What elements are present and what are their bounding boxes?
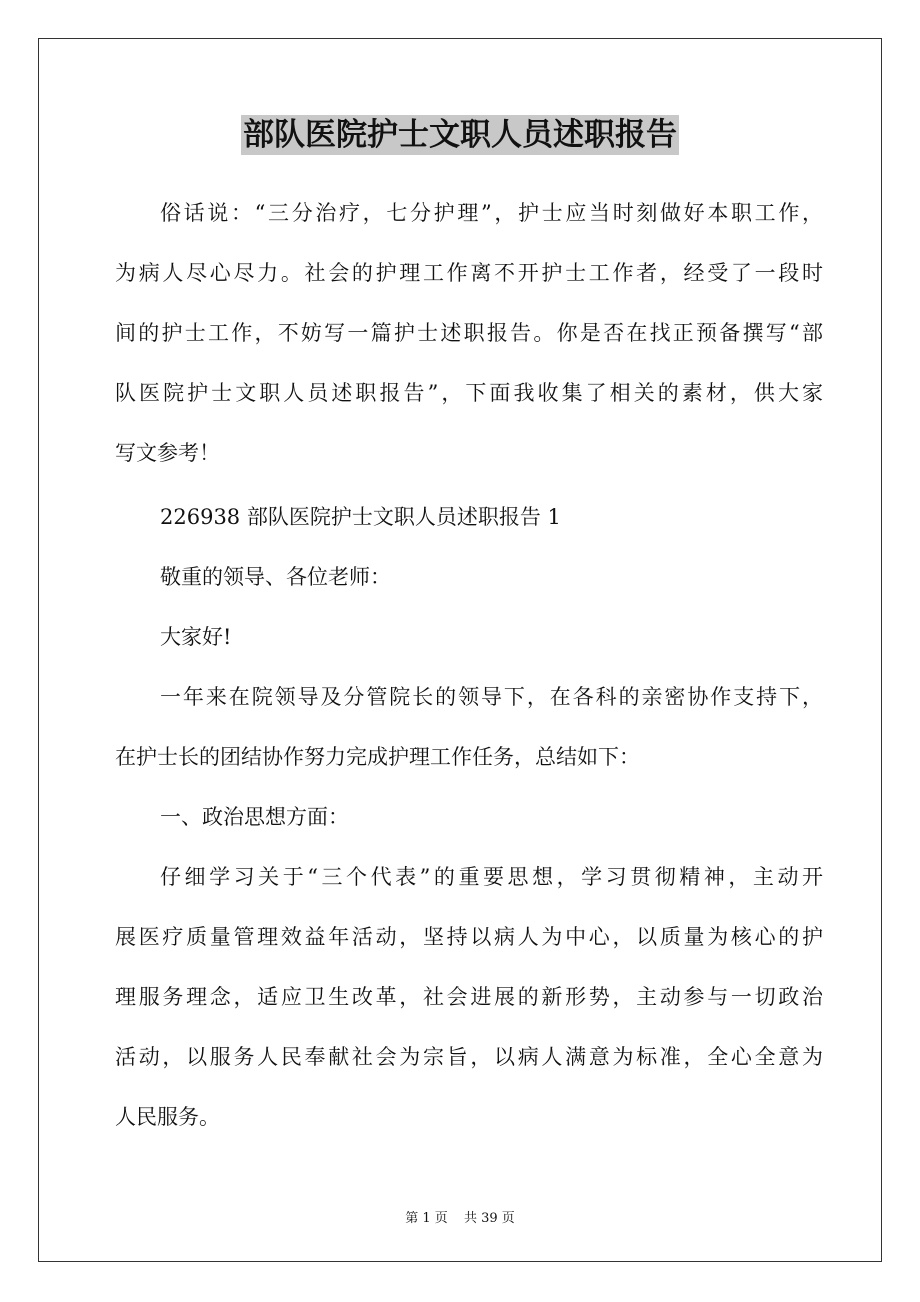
document-title-wrap: [0, 113, 920, 157]
paragraph-line: 队医院护士文职人员述职报告”，下面我收集了相关的素材，供大家: [115, 381, 823, 405]
paragraph-line: 仔细学习关于“三个代表”的重要思想，学习贯彻精神，主动开: [160, 865, 823, 889]
paragraph-line: 活动，以服务人民奉献社会为宗旨，以病人满意为标准，全心全意为: [115, 1045, 823, 1069]
paragraph-line: 在护士长的团结协作努力完成护理工作任务，总结如下：: [115, 745, 640, 769]
paragraph-line: 写文参考！: [115, 441, 220, 465]
paragraph-line: 展医疗质量管理效益年活动，坚持以病人为中心，以质量为核心的护: [115, 925, 823, 949]
section-heading: 226938 部队医院护士文职人员述职报告 1: [160, 505, 561, 529]
paragraph-line: 间的护士工作，不妨写一篇护士述职报告。你是否在找正预备撰写“部: [115, 321, 823, 345]
paragraph-line: 人民服务。: [115, 1105, 220, 1129]
page-total: 共 39 页: [463, 1211, 515, 1226]
salutation: 敬重的领导、各位老师：: [160, 565, 391, 589]
document-title: 部队医院护士文职人员述职报告: [243, 117, 677, 153]
paragraph-line: 理服务理念，适应卫生改革，社会进展的新形势，主动参与一切政治: [115, 985, 823, 1009]
page-footer: [0, 1207, 920, 1226]
page-number: 第 1 页: [405, 1211, 448, 1226]
paragraph-line: 俗话说：“三分治疗，七分护理”，护士应当时刻做好本职工作，: [160, 201, 823, 225]
paragraph-line: 为病人尽心尽力。社会的护理工作离不开护士工作者，经受了一段时: [115, 261, 823, 285]
paragraph-line: 一年来在院领导及分管院长的领导下，在各科的亲密协作支持下，: [160, 685, 823, 709]
greeting: 大家好!: [160, 625, 232, 649]
subheading: 一、政治思想方面：: [160, 805, 349, 829]
